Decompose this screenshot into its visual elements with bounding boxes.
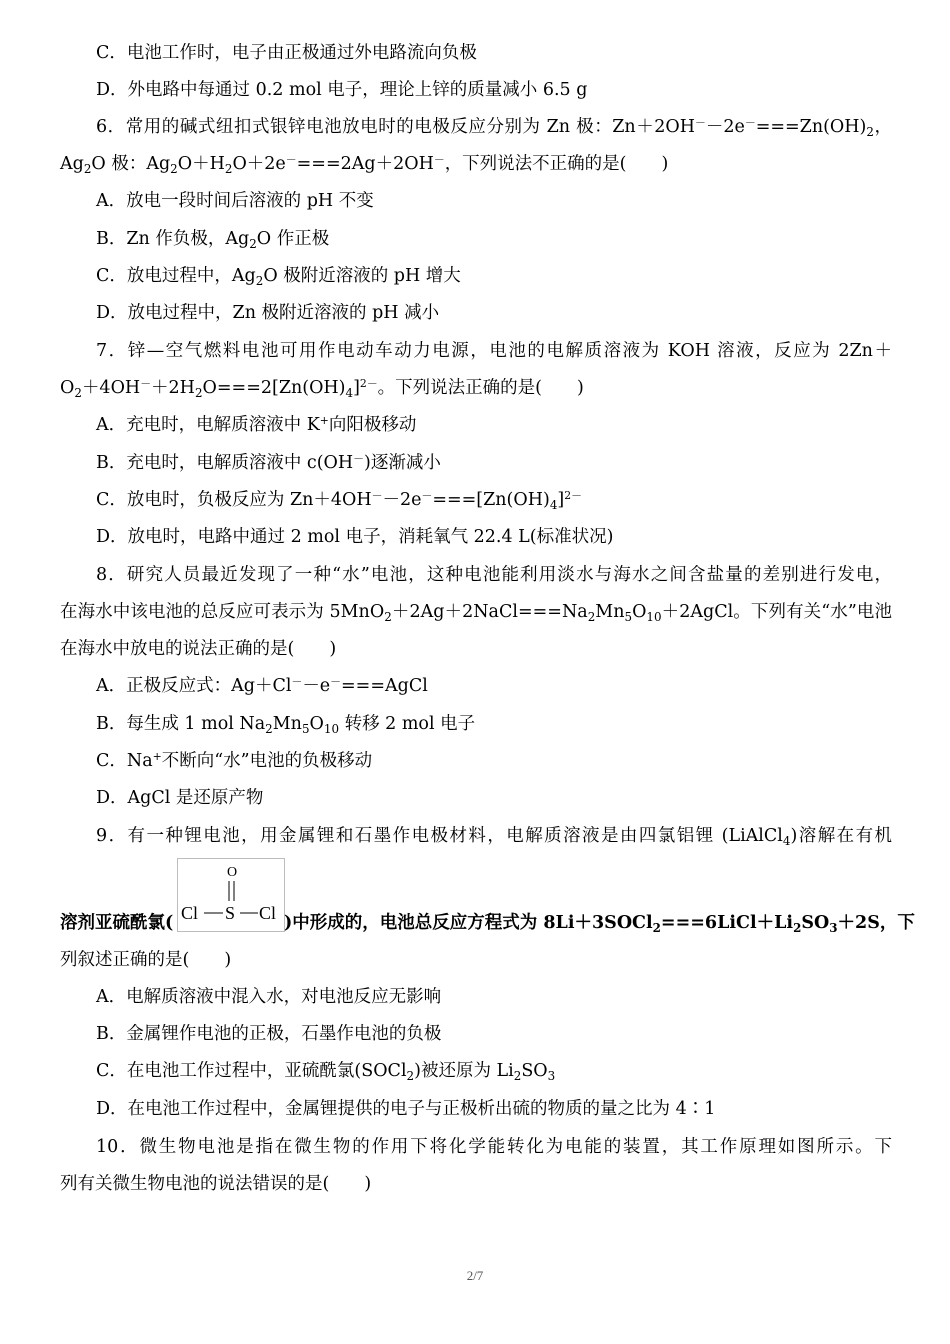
- question-10-stem-line2: 列有关微生物电池的说法错误的是( ): [60, 1174, 372, 1194]
- option-a-q7: A．充电时，电解质溶液中 K+向阳极移动: [96, 414, 417, 435]
- question-8-stem-line2: 在海水中该电池的总反应可表示为 $5MnO_2+2Ag+2NaCl===Na_2Mn_5O_{10}+2AgCl$。下列有关“水”电池: [60, 602, 893, 625]
- option-c-q7: C．放电时，负极反应为 $Zn+4OH^--2e^-===[Zn(OH)_4]^{2-}$: [96, 489, 582, 513]
- option-c-q6: C．放电过程中，$Ag_2O$ 极附近溶液的 pH 增大: [96, 266, 461, 289]
- option-d-q8: D．AgCl 是还原产物: [96, 788, 264, 808]
- question-8-stem-line3: 在海水中放电的说法正确的是( ): [60, 639, 337, 659]
- question-7-stem-line2: $O_2+4OH^-+2H_2O===2[Zn(OH)_4]^{2-}$。下列说法正确的是( ): [60, 377, 584, 401]
- option-b-q8: B．每生成 1 mol $Na_2Mn_5O_{10}$ 转移 2 mol 电子: [96, 714, 476, 737]
- structure-atom-o: O: [227, 865, 238, 880]
- structure-atom-cl-left: Cl: [181, 903, 199, 923]
- option-a-q8: A．正极反应式：Ag＋Cl－－e－===AgCl: [96, 675, 428, 696]
- option-d-q6: D．放电过程中，Zn 极附近溶液的 pH 减小: [96, 303, 440, 323]
- page-number: 2/7: [466, 1268, 484, 1283]
- question-6-stem-line2: $Ag_2O$ 极：$Ag_2O+H_2O+2e^-===2Ag+2OH^-$，下列说法不正确的是( ): [60, 153, 669, 177]
- structure-atom-s: S: [225, 903, 236, 923]
- option-c-q9: C．在电池工作过程中，亚硫酰氯(SOCl$_2$)被还原为 $Li_2SO_3$: [96, 1061, 556, 1084]
- option-a-q6: A．放电一段时间后溶液的 pH 不变: [96, 191, 374, 211]
- question-9-stem-line1: 9．有一种锂电池，用金属锂和石墨作电极材料，电解质溶液是由四氯铝锂 (LiAlCl$_4$)溶解在有机: [96, 826, 893, 849]
- option-d-q9: D．在电池工作过程中，金属锂提供的电子与正极析出硫的物质的量之比为 4∶1: [96, 1099, 716, 1119]
- question-9-stem-line3: 列叙述正确的是( ): [60, 950, 232, 970]
- option-a-q9: A．电解质溶液中混入水，对电池反应无影响: [96, 987, 442, 1007]
- socl2-structure-diagram: [177, 858, 285, 932]
- option-b-q7: B．充电时，电解质溶液中 c(OH－)逐渐减小: [96, 452, 441, 473]
- question-6-stem-line1: 6．常用的碱式纽扣式银锌电池放电时的电极反应分别为 Zn 极：$Zn+2OH^--2e^-===Zn(OH)_2$，: [96, 116, 892, 140]
- question-10-stem-line1: 10．微生物电池是指在微生物的作用下将化学能转化为电能的装置，其工作原理如图所示。下: [96, 1137, 892, 1157]
- option-b-q9: B．金属锂作电池的正极，石墨作电池的负极: [96, 1024, 442, 1044]
- question-9-stem-line2-start: 溶剂亚硫酰氯(: [60, 913, 174, 933]
- socl2-structure-svg: [178, 859, 284, 931]
- question-7-stem-line1: 7．锌—空气燃料电池可用作电动车动力电源，电池的电解质溶液为 KOH 溶液，反应为 2Zn＋: [96, 341, 892, 361]
- option-d-q5: D．外电路中每通过 0.2 mol 电子，理论上锌的质量减小 6.5 g: [96, 80, 588, 100]
- question-8-stem-line1: 8．研究人员最近发现了一种“水”电池，这种电池能利用淡水与海水之间含盐量的差别进行发电，: [96, 565, 892, 585]
- option-d-q7: D．放电时，电路中通过 2 mol 电子，消耗氧气 22.4 L(标准状况): [96, 527, 614, 547]
- option-c-q8: C．Na+不断向“水”电池的负极移动: [96, 750, 373, 771]
- question-9-stem-line2-end: )中形成的，电池总反应方程式为 $8Li+3SOCl_2===6LiCl+Li_2SO_3+2S$，下: [284, 913, 915, 936]
- structure-atom-cl-right: Cl: [259, 903, 277, 923]
- option-b-q6: B．Zn 作负极，$Ag_2O$ 作正极: [96, 229, 330, 252]
- option-c-q5: C．电池工作时，电子由正极通过外电路流向负极: [96, 43, 477, 63]
